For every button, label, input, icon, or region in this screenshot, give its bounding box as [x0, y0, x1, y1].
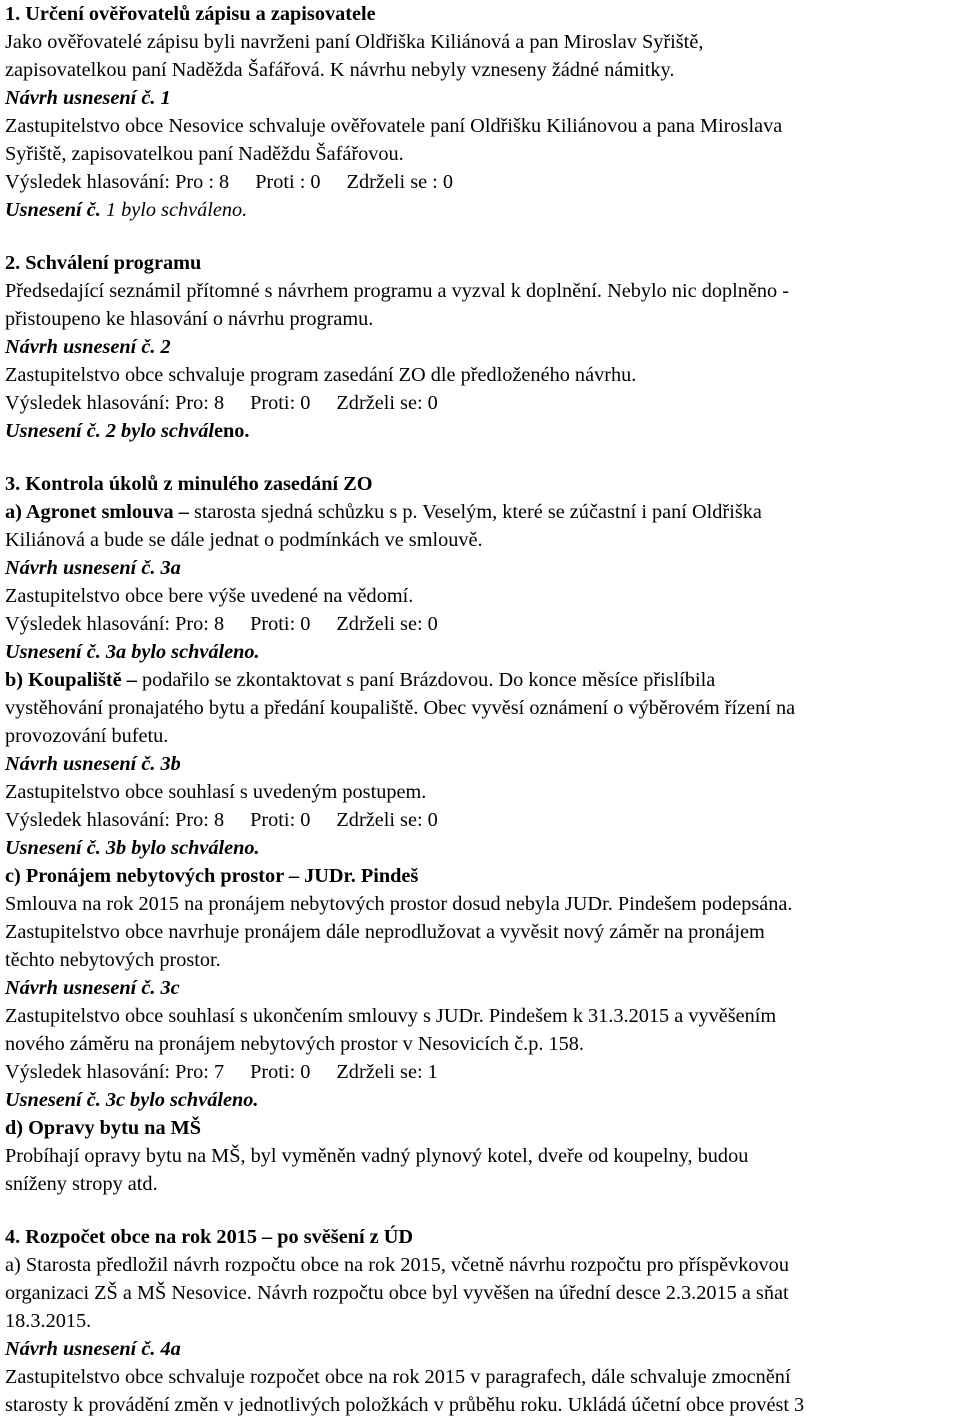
vote-for: Výsledek hlasování: Pro: 8 [5, 392, 225, 414]
resolution-3c-text: Zastupitelstvo obce souhlasí s ukončením smlouvy s JUDr. Pindešem k 31.3.2015 a vyvěšením [5, 1005, 777, 1027]
vote-for: Výsledek hlasování: Pro: 8 [5, 613, 225, 635]
resolution-1-approved-status: 1 bylo schváleno. [105, 199, 248, 221]
vote-result-2 [5, 389, 438, 417]
item-3b-label: b) Koupaliště – [5, 669, 137, 691]
item-3b-text-line: vystěhování pronajatého bytu a předání koupaliště. Obec vyvěsí oznámení o výběrovém řízení na [5, 697, 796, 719]
vote-result-3c [5, 1058, 438, 1086]
vote-against: Proti : 0 [255, 171, 321, 193]
vote-result-1 [5, 168, 453, 196]
resolution-1-approved-label: Usnesení č. [5, 199, 101, 221]
vote-result-3b [5, 806, 438, 834]
item-3a-text-line: Kiliánová a bude se dále jednat o podmínkách ve smlouvě. [5, 529, 483, 551]
item-3c-label: c) Pronájem nebytových prostor – JUDr. Pindeš [5, 865, 419, 887]
item-3b-line [5, 666, 715, 694]
resolution-4a-text: starosty k provádění změn v jednotlivých položkách v průběhu roku. Ukládá účetní obce provést 3 [5, 1394, 805, 1416]
section-2-text-line: Předsedající seznámil přítomné s návrhem programu a vyzval k doplnění. Nebylo nic doplněno - [5, 280, 789, 302]
draft-resolution-3c: Návrh usnesení č. 3c [5, 977, 180, 999]
item-3d-text-line: sníženy stropy atd. [5, 1173, 158, 1195]
item-3c-text-line: těchto nebytových prostor. [5, 949, 221, 971]
item-3a-text: starosta sjedná schůzku s p. Veselým, které se zúčastní i paní Oldřiška [193, 501, 762, 523]
vote-abstain: Zdrželi se : 0 [346, 171, 454, 193]
section-4-text-line: organizaci ZŠ a MŠ Nesovice. Návrh rozpočtu obce byl vyvěšen na úřední desce 2.3.2015 a sňat [5, 1282, 789, 1304]
resolution-2-approved-end: eno. [214, 420, 250, 442]
section-2-text-line: přistoupeno ke hlasování o návrhu programu. [5, 308, 374, 330]
draft-resolution-3a: Návrh usnesení č. 3a [5, 557, 181, 579]
vote-for: Výsledek hlasování: Pro : 8 [5, 171, 230, 193]
resolution-1-approved [5, 196, 247, 224]
draft-resolution-1: Návrh usnesení č. 1 [5, 87, 171, 109]
section-4-text-line: 18.3.2015. [5, 1310, 92, 1332]
vote-against: Proti: 0 [250, 392, 311, 414]
vote-abstain: Zdrželi se: 0 [336, 613, 438, 635]
resolution-2-approved-label: Usnesení č. 2 bylo schvál [5, 420, 214, 442]
resolution-3a-approved: Usnesení č. 3a bylo schváleno. [5, 641, 260, 663]
resolution-3c-approved: Usnesení č. 3c bylo schváleno. [5, 1089, 259, 1111]
item-3c-text-line: Zastupitelstvo obce navrhuje pronájem dále neprodlužovat a vyvěsit nový záměr na pronájem [5, 921, 765, 943]
resolution-2-approved [5, 417, 250, 445]
vote-abstain: Zdrželi se: 0 [336, 809, 438, 831]
vote-against: Proti: 0 [250, 613, 311, 635]
section-1-text-line: Jako ověřovatelé zápisu byli navrženi paní Oldřiška Kiliánová a pan Miroslav Syřiště, [5, 31, 704, 53]
section-3-heading: 3. Kontrola úkolů z minulého zasedání ZO [5, 473, 373, 495]
item-3a-line [5, 498, 762, 526]
resolution-3c-text: nového záměru na pronájem nebytových prostor v Nesovicích č.p. 158. [5, 1033, 584, 1055]
resolution-3b-approved: Usnesení č. 3b bylo schváleno. [5, 837, 260, 859]
resolution-1-text: Syřiště, zapisovatelkou paní Naděždu Šafářovou. [5, 143, 404, 165]
resolution-3b-text: Zastupitelstvo obce souhlasí s uvedeným postupem. [5, 781, 427, 803]
resolution-4a-text: Zastupitelstvo obce schvaluje rozpočet obce na rok 2015 v paragrafech, dále schvaluje zmocnění [5, 1366, 791, 1388]
section-4-heading: 4. Rozpočet obce na rok 2015 – po svěšení z ÚD [5, 1226, 414, 1248]
item-3b-text: podařilo se zkontaktovat s paní Brázdovou. Do konce měsíce přislíbila [141, 669, 716, 691]
vote-abstain: Zdrželi se: 1 [336, 1061, 438, 1083]
draft-resolution-4a: Návrh usnesení č. 4a [5, 1338, 181, 1360]
vote-abstain: Zdrželi se: 0 [336, 392, 438, 414]
item-3d-text-line: Probíhají opravy bytu na MŠ, byl vyměněn vadný plynový kotel, dveře od koupelny, budou [5, 1145, 749, 1167]
vote-against: Proti: 0 [250, 1061, 311, 1083]
vote-against: Proti: 0 [250, 809, 311, 831]
draft-resolution-2: Návrh usnesení č. 2 [5, 336, 171, 358]
resolution-1-text: Zastupitelstvo obce Nesovice schvaluje ověřovatele paní Oldřišku Kiliánovou a pana Miroslava [5, 115, 783, 137]
item-3b-text-line: provozování bufetu. [5, 725, 169, 747]
vote-result-3a [5, 610, 438, 638]
section-1-text-line: zapisovatelkou paní Naděžda Šafářová. K návrhu nebyly vzneseny žádné námitky. [5, 59, 675, 81]
section-2-heading: 2. Schválení programu [5, 252, 202, 274]
resolution-2-text: Zastupitelstvo obce schvaluje program zasedání ZO dle předloženého návrhu. [5, 364, 637, 386]
item-3a-label: a) Agronet smlouva – [5, 501, 189, 523]
draft-resolution-3b: Návrh usnesení č. 3b [5, 753, 181, 775]
section-1-heading: 1. Určení ověřovatelů zápisu a zapisovatele [5, 3, 376, 25]
resolution-3a-text: Zastupitelstvo obce bere výše uvedené na vědomí. [5, 585, 414, 607]
vote-for: Výsledek hlasování: Pro: 7 [5, 1061, 225, 1083]
item-3d-label: d) Opravy bytu na MŠ [5, 1117, 202, 1139]
section-4-text-line: a) Starosta předložil návrh rozpočtu obce na rok 2015, včetně návrhu rozpočtu pro příspěvkovou [5, 1254, 789, 1276]
item-3c-text-line: Smlouva na rok 2015 na pronájem nebytových prostor dosud nebyla JUDr. Pindešem podepsána. [5, 893, 793, 915]
vote-for: Výsledek hlasování: Pro: 8 [5, 809, 225, 831]
